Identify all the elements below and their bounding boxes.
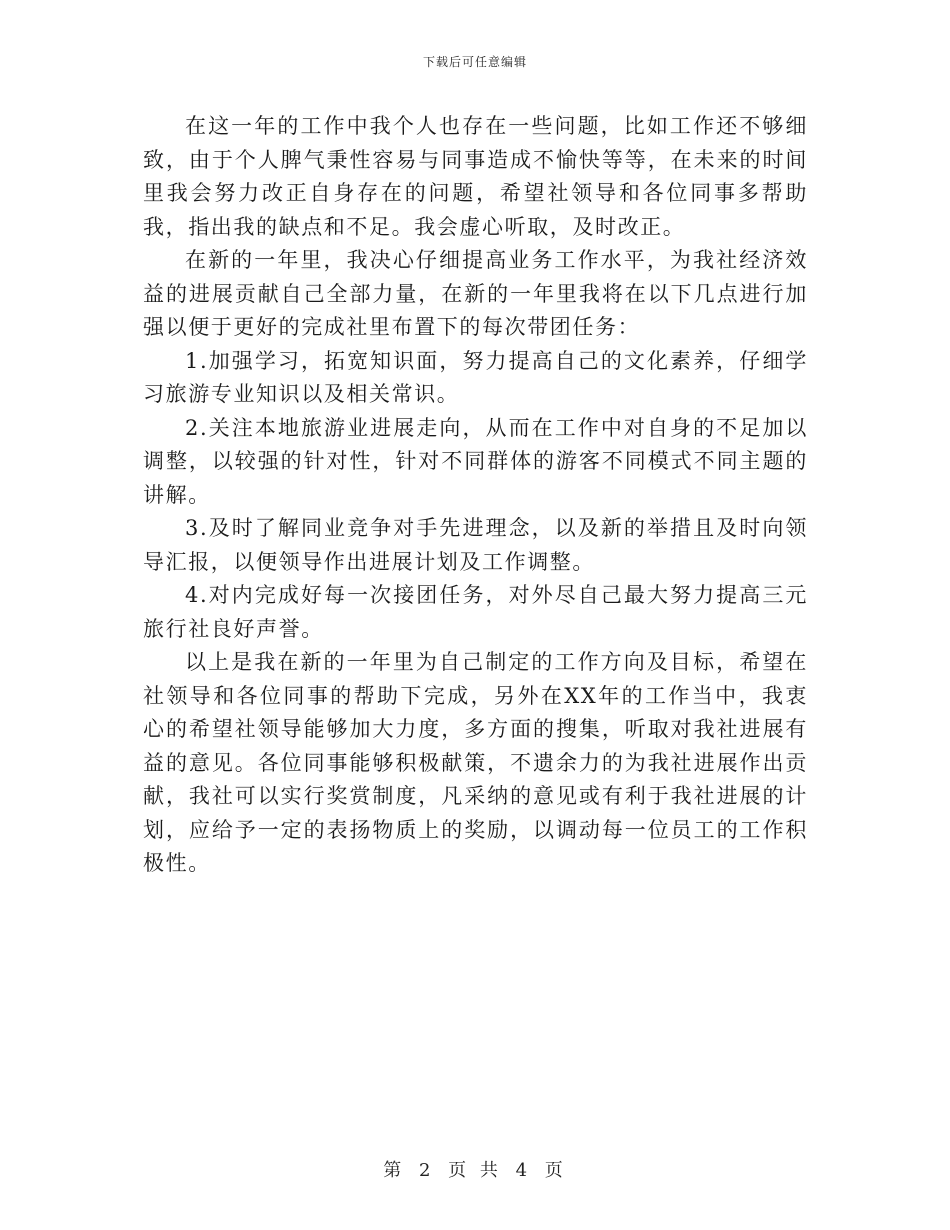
list-item-3: 3.及时了解同业竞争对手先进理念，以及新的举措且及时向领导汇报，以便领导作出进展计划及工作调整。 bbox=[143, 516, 808, 574]
page-footer bbox=[0, 1156, 950, 1182]
list-item-4: 4.对内完成好每一次接团任务，对外尽自己最大努力提高三元旅行社良好声誉。 bbox=[143, 583, 808, 641]
list-item-1: 1.加强学习，拓宽知识面，努力提高自己的文化素养，仔细学习旅游专业知识以及相关常识。 bbox=[143, 348, 808, 406]
list-item-2: 2.关注本地旅游业进展走向，从而在工作中对自身的不足加以调整，以较强的针对性，针对不同群体的游客不同模式不同主题的讲解。 bbox=[143, 415, 808, 507]
page-total: 4 bbox=[515, 1160, 532, 1181]
footer-middle: 页 共 bbox=[448, 1160, 502, 1181]
document-body bbox=[143, 110, 808, 881]
footer-prefix: 第 bbox=[383, 1160, 406, 1181]
paragraph-conclusion: 以上是我在新的一年里为自己制定的工作方向及目标，希望在社领导和各位同事的帮助下完成，另外在XX年的工作当中，我衷心的希望社领导能够加大力度，多方面的搜集，听取对我社进展有益的意见。各位同事能够积极献策，不遗余力的为我社进展作出贡献，我社可以实行奖赏制度，凡采纳的意见或有利于我社进展的计划，应给予一定的表扬物质上的奖励，以调动每一位员工的工作积极性。 bbox=[143, 650, 808, 875]
footer-suffix: 页 bbox=[544, 1160, 567, 1181]
page-header: 下载后可任意编辑 bbox=[422, 55, 527, 69]
page-number: 2 bbox=[418, 1160, 435, 1181]
paragraph-new-year-plan: 在新的一年里，我决心仔细提高业务工作水平，为我社经济效益的进展贡献自己全部力量，在新的一年里我将在以下几点进行加强以便于更好的完成社里布置下的每次带团任务： bbox=[143, 248, 808, 339]
paragraph-self-assessment: 在这一年的工作中我个人也存在一些问题，比如工作还不够细致，由于个人脾气秉性容易与同事造成不愉快等等，在未来的时间里我会努力改正自身存在的问题，希望社领导和各位同事多帮助我，指出我的缺点和不足。我会虚心听取，及时改正。 bbox=[143, 114, 808, 239]
